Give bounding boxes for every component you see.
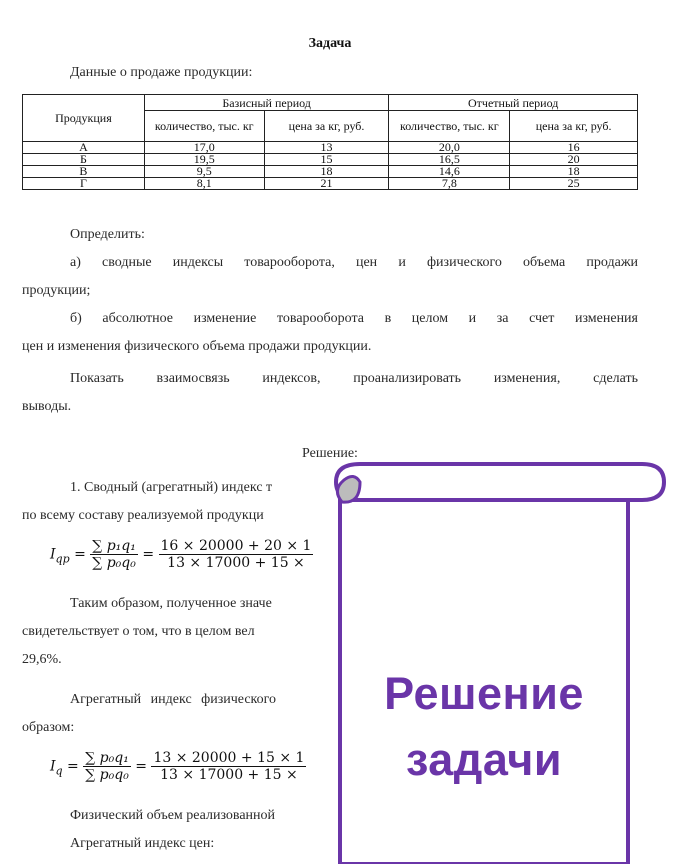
cell-base-qty: 17,0 [144, 142, 264, 154]
header-report-period: Отчетный период [389, 95, 638, 111]
cell-report-qty: 14,6 [389, 166, 510, 178]
formula-lhs: I [50, 758, 56, 775]
cell-product: В [23, 166, 145, 178]
cell-base-price: 18 [264, 166, 389, 178]
cell-report-price: 25 [510, 178, 638, 190]
header-report-qty: количество, тыс. кг [389, 111, 510, 142]
cell-base-price: 13 [264, 142, 389, 154]
cell-report-qty: 16,5 [389, 154, 510, 166]
cell-report-qty: 7,8 [389, 178, 510, 190]
formula-den: ∑ p₀q₀ [92, 555, 136, 571]
solution-heading: Решение: [302, 446, 358, 461]
formula-lhs-sub: q [55, 764, 63, 778]
cell-report-qty: 20,0 [389, 142, 510, 154]
cell-base-price: 21 [264, 178, 389, 190]
table-header-row [23, 95, 638, 111]
price-index-text: Агрегатный индекс цен: [70, 836, 215, 851]
determine-label: Определить: [70, 227, 145, 242]
cell-base-qty: 19,5 [144, 154, 264, 166]
header-base-period: Базисный период [144, 95, 389, 111]
solution-p1-line2: по всему составу реализуемой продукци [22, 508, 264, 523]
phys-volume-text: Физический объем реализованной [70, 808, 276, 823]
phys-index-line1: Агрегатный индекс физического [70, 692, 277, 707]
formula-den: ∑ p₀q₀ [85, 767, 129, 783]
formula-lhs: I [50, 546, 56, 563]
task-b-line2: цен и изменения физического объема продажи продукции. [22, 339, 372, 354]
show-line2: выводы. [22, 399, 72, 414]
conclusion-line3: 29,6%. [22, 652, 62, 667]
cell-report-price: 16 [510, 142, 638, 154]
solution-p1-line1: 1. Сводный (агрегатный) индекс т [70, 480, 273, 495]
intro-text: Данные о продаже продукции: [70, 65, 253, 80]
cell-report-price: 20 [510, 154, 638, 166]
turnover-index-formula: $I_{qp}$ = $\frac{\text{∑ p₁q₁}}{\text{∑ p₀q₀}}$ = $\frac{16 \times 20000 + 20 \times 1}{13 \times 17000 + 15 \times}$ [50, 538, 312, 571]
cell-product: Г [23, 178, 145, 190]
cell-report-price: 18 [510, 166, 638, 178]
conclusion-line2: свидетельствует о том, что в целом вел [22, 624, 255, 639]
formula-den-values: 13 × 17000 + 15 × [160, 767, 298, 783]
document-title: Задача [308, 36, 352, 51]
cell-product: А [23, 142, 145, 154]
quantity-index-formula: $I_q$ = $\frac{\text{∑ p₀q₁}}{\text{∑ p₀q₀}}$ = $\frac{13 \times 20000 + 15 \times 1}{13 \times 17000 + 15 \times}$ [50, 750, 305, 783]
header-product: Продукция [23, 95, 145, 142]
table-row [23, 178, 638, 190]
header-base-qty: количество, тыс. кг [144, 111, 264, 142]
show-line1: Показать взаимосвязь индексов, проанализировать изменения, сделать [70, 371, 638, 386]
formula-num-values: 16 × 20000 + 20 × 1 [160, 538, 312, 554]
cell-base-price: 15 [264, 154, 389, 166]
formula-num: ∑ p₀q₁ [85, 750, 129, 766]
formula-lhs-sub: qp [55, 552, 70, 566]
banner-line1: Решение [384, 668, 584, 719]
formula-den-values: 13 × 17000 + 15 × [167, 555, 305, 571]
phys-index-line2: образом: [22, 720, 75, 735]
task-a-line2: продукции; [22, 283, 91, 298]
banner-line2: задачи [405, 734, 563, 785]
scroll-top-roll [336, 464, 664, 500]
formula-num: ∑ p₁q₁ [92, 538, 136, 554]
sales-table [22, 94, 638, 190]
cell-product: Б [23, 154, 145, 166]
scroll-banner [330, 460, 666, 864]
task-a-line1: а) сводные индексы товарооборота, цен и физического объема продажи [70, 255, 638, 270]
conclusion-line1: Таким образом, полученное значе [70, 596, 272, 611]
header-report-price: цена за кг, руб. [510, 111, 638, 142]
cell-base-qty: 9,5 [144, 166, 264, 178]
task-b-line1: б) абсолютное изменение товарооборота в целом и за счет изменения [70, 311, 638, 326]
cell-base-qty: 8,1 [144, 178, 264, 190]
formula-num-values: 13 × 20000 + 15 × 1 [153, 750, 305, 766]
header-base-price: цена за кг, руб. [264, 111, 389, 142]
